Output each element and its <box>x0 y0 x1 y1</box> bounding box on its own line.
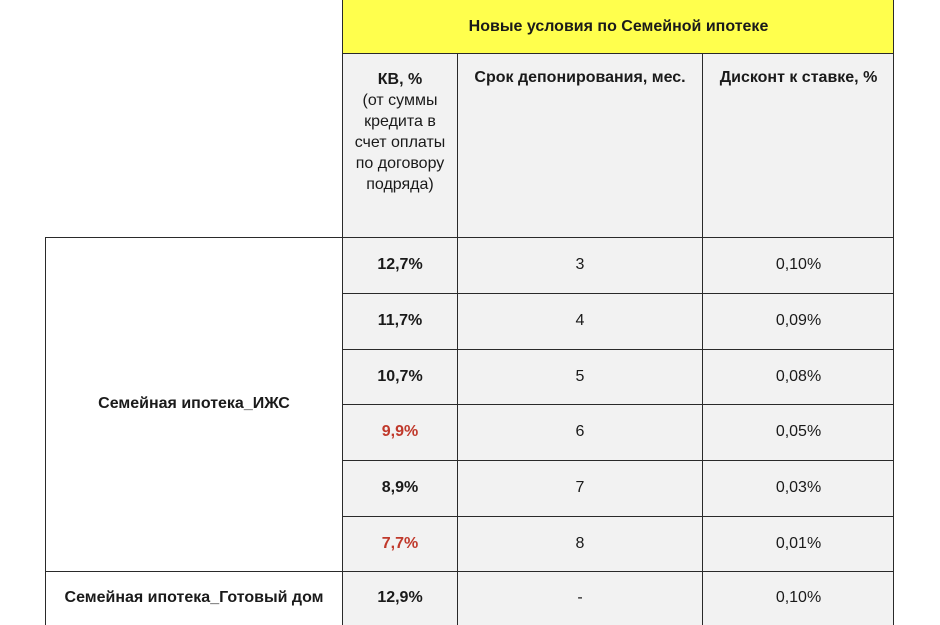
grid-line <box>343 293 894 294</box>
cell-deposit: - <box>577 589 583 606</box>
table-row-discount <box>703 349 894 404</box>
grid-line <box>457 53 458 625</box>
cell-discount: 0,05% <box>775 423 822 440</box>
grid-line <box>45 237 46 625</box>
cell-deposit: 8 <box>575 534 585 552</box>
column-header-kv <box>343 53 457 237</box>
cell-kv: 9,9% <box>381 423 419 440</box>
table-row-deposit <box>457 571 703 625</box>
table-row-kv <box>343 460 457 516</box>
cell-deposit: 5 <box>575 367 585 385</box>
cell-deposit: 4 <box>575 312 585 329</box>
table-row-kv <box>343 404 457 460</box>
grid-line <box>45 571 894 572</box>
cell-discount: 0,10% <box>775 256 822 273</box>
column-header-deposit-text: Срок депонирования, мес. <box>474 69 686 86</box>
cell-deposit: 6 <box>575 423 585 440</box>
cell-discount: 0,09% <box>775 312 822 329</box>
cell-discount: 0,01% <box>775 534 822 552</box>
cell-kv: 12,9% <box>377 589 423 606</box>
grid-line <box>893 0 894 625</box>
column-header-discount <box>703 53 894 237</box>
cell-kv: 11,7% <box>377 312 423 329</box>
table-row-discount <box>703 516 894 571</box>
table-row-deposit <box>457 404 703 460</box>
table-row-discount <box>703 237 894 293</box>
cell-kv: 12,7% <box>377 256 423 273</box>
table-row-kv <box>343 571 457 625</box>
table-row-kv <box>343 293 457 349</box>
grid-line <box>343 53 894 54</box>
table-row-deposit <box>457 460 703 516</box>
group-label-izhs <box>45 237 343 571</box>
table-row-discount <box>703 571 894 625</box>
cell-discount: 0,03% <box>775 479 822 496</box>
column-header-kv-note: (от суммы кредита в счет оплаты по договору подряда) <box>354 92 446 193</box>
grid-line <box>45 237 894 238</box>
cell-kv: 10,7% <box>377 367 423 385</box>
column-header-deposit <box>457 53 703 237</box>
table-row-kv <box>343 516 457 571</box>
grid-line <box>702 53 703 625</box>
grid-line <box>343 516 894 517</box>
table-title-text: Новые условия по Семейной ипотеке <box>468 17 769 35</box>
cell-kv: 8,9% <box>381 479 419 496</box>
table-row-kv <box>343 349 457 404</box>
grid-line <box>343 349 894 350</box>
table-row-deposit <box>457 516 703 571</box>
table-title <box>343 0 894 53</box>
grid-line <box>343 460 894 461</box>
table-row-discount <box>703 404 894 460</box>
cell-discount: 0,08% <box>775 367 822 385</box>
cell-deposit: 7 <box>575 479 585 496</box>
table-row-discount <box>703 460 894 516</box>
group-label-izhs-text: Семейная ипотека_ИЖС <box>98 395 290 412</box>
grid-line <box>343 404 894 405</box>
column-header-discount-text: Дисконт к ставке, % <box>719 69 878 86</box>
cell-deposit: 3 <box>575 256 585 273</box>
cell-discount: 0,10% <box>775 589 822 606</box>
cell-kv: 7,7% <box>381 534 419 552</box>
table-row-deposit <box>457 349 703 404</box>
group-label-ready-house-text: Семейная ипотека_Готовый дом <box>64 589 324 606</box>
table-row-deposit <box>457 237 703 293</box>
table-row-deposit <box>457 293 703 349</box>
group-label-ready-house <box>45 571 343 625</box>
column-header-kv-title: КВ, % <box>377 71 423 88</box>
grid-line <box>342 0 343 625</box>
table-row-discount <box>703 293 894 349</box>
table-row-kv <box>343 237 457 293</box>
